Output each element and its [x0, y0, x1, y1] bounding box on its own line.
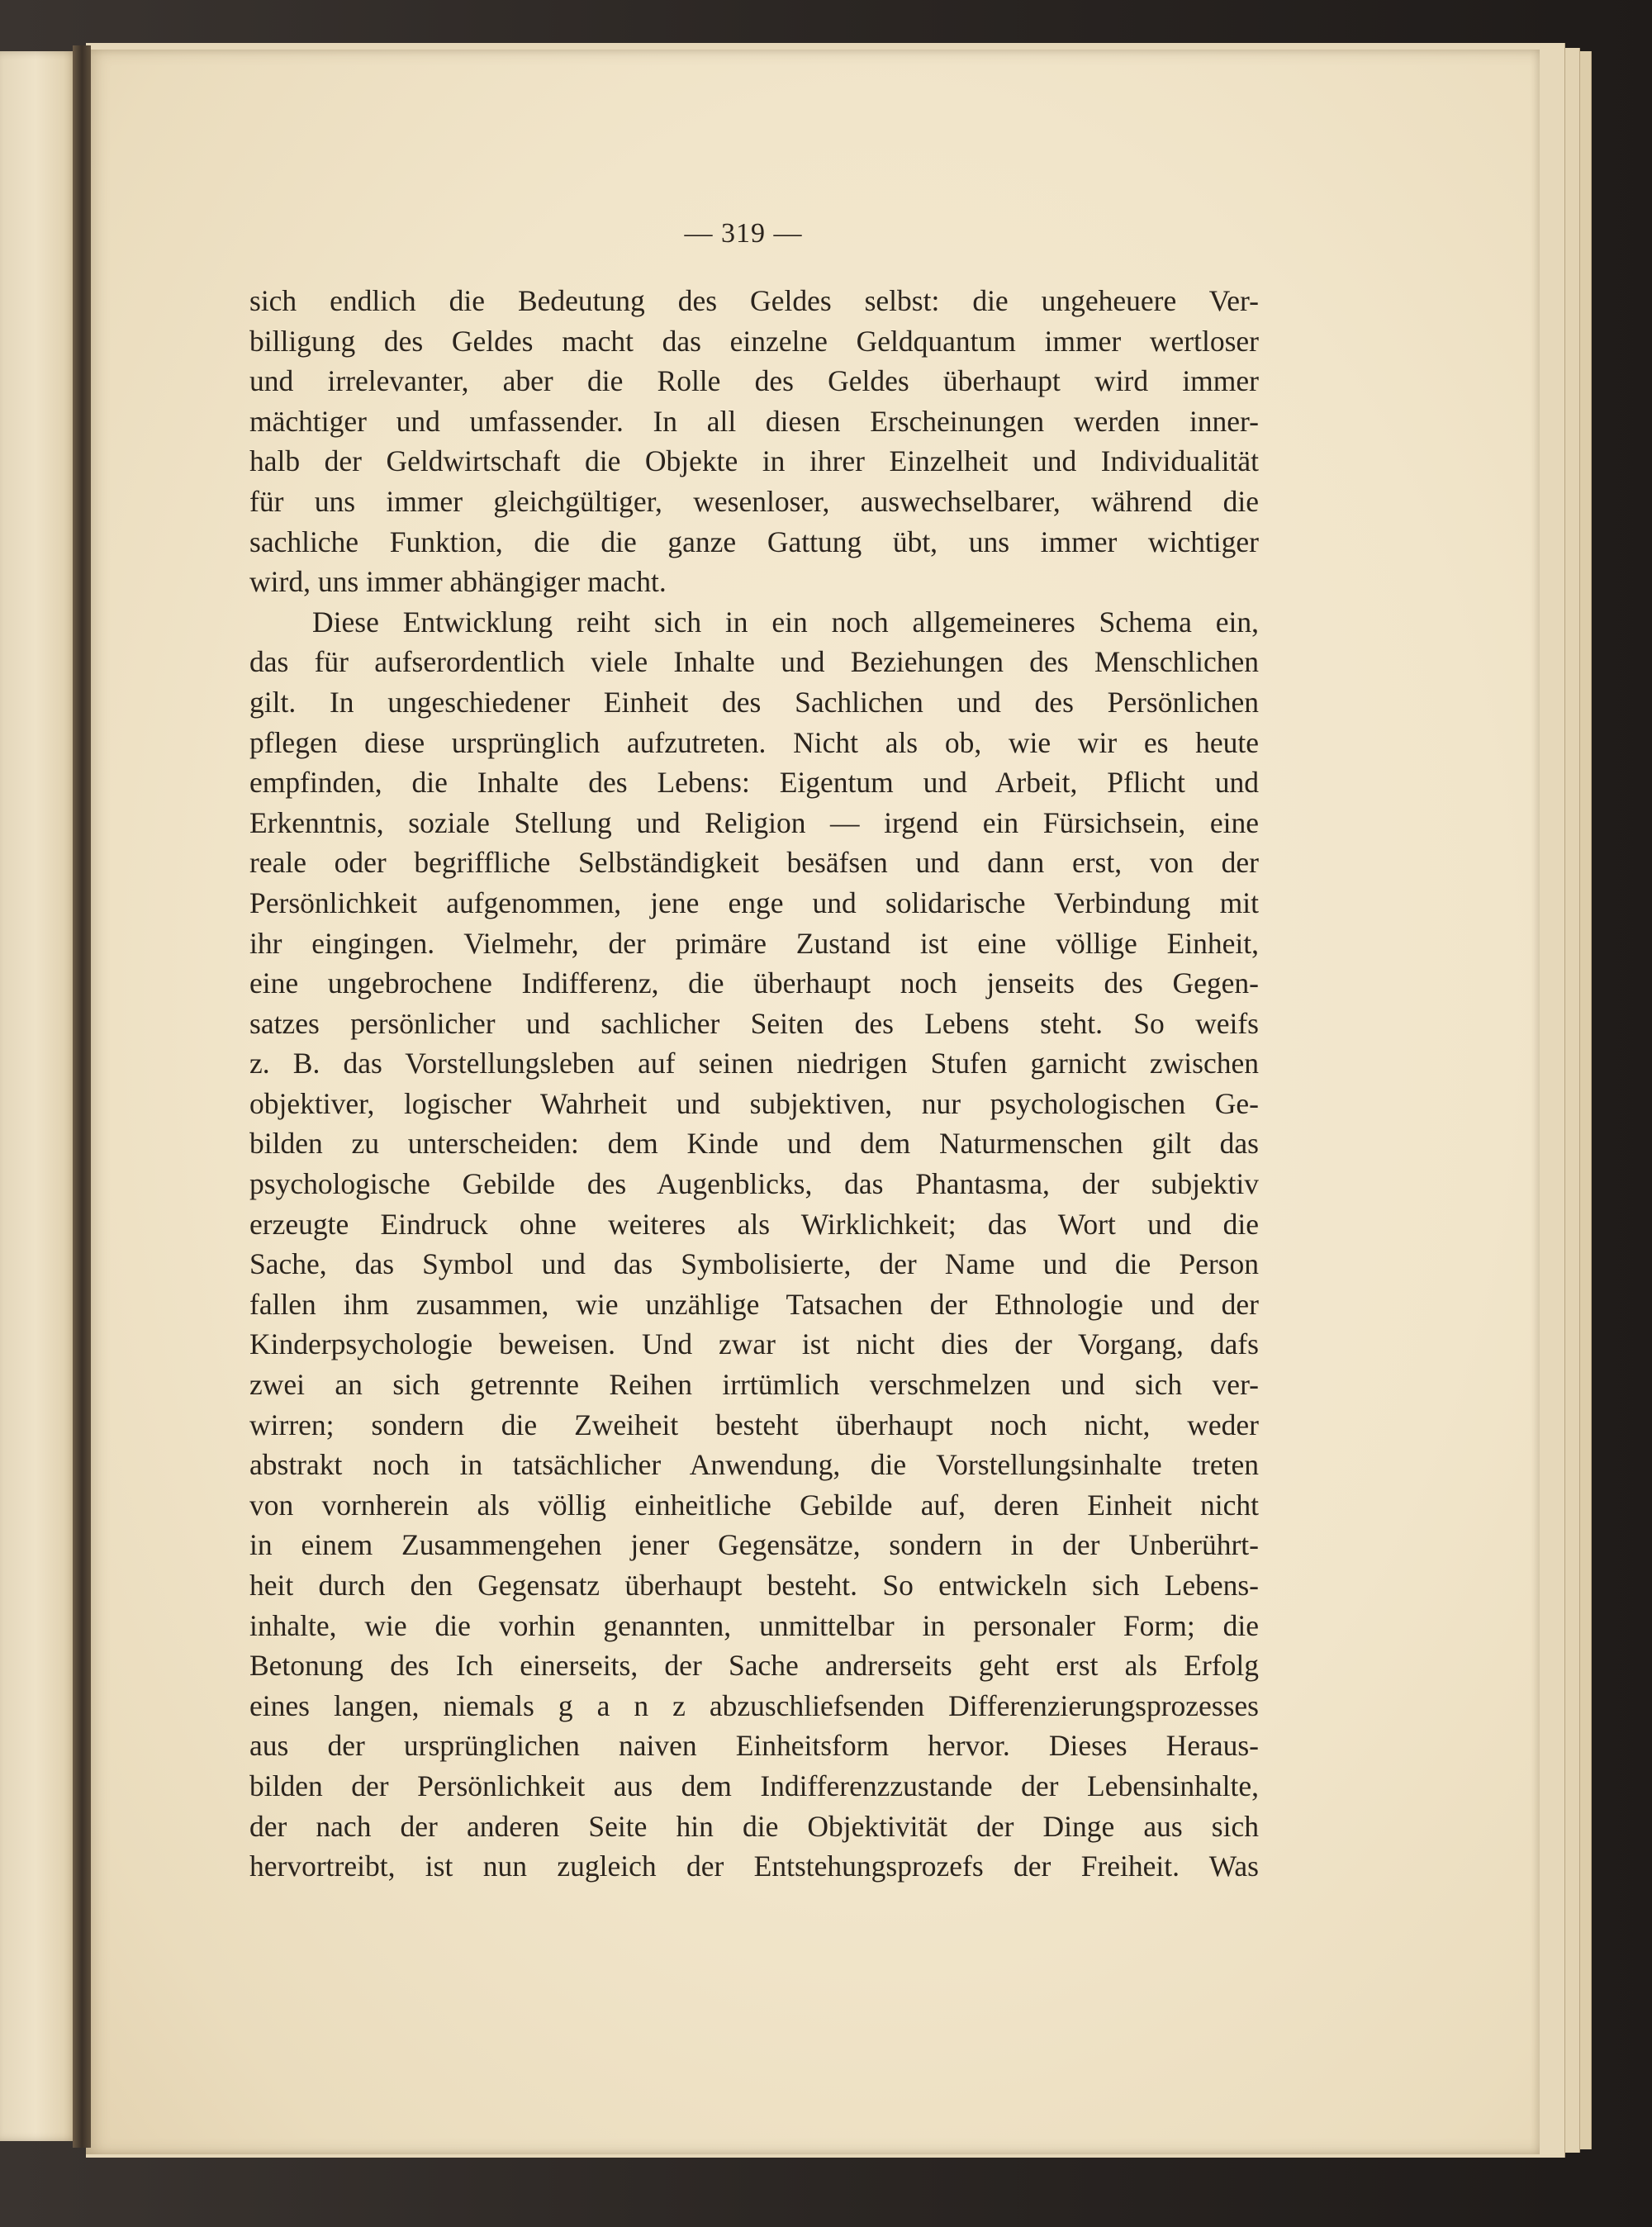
text-line: mächtiger und umfassender. In all diesen Erscheinungen werden inner-	[249, 404, 1259, 438]
book-gutter	[73, 45, 91, 2148]
text-line: halb der Geldwirtschaft die Objekte in ihrer Einzelheit und Individualität	[249, 444, 1259, 478]
text-line: gilt. In ungeschiedener Einheit des Sachlichen und des Persönlichen	[249, 685, 1259, 719]
text-line: Diese Entwicklung reiht sich in ein noch allgemeineres Schema ein,	[312, 605, 1259, 639]
text-line: wirren; sondern die Zweiheit besteht überhaupt noch nicht, weder	[249, 1408, 1259, 1441]
text-line: sachliche Funktion, die die ganze Gattung übt, uns immer wichtiger	[249, 525, 1259, 558]
text-line: Persönlichkeit aufgenommen, jene enge und solidarische Verbindung mit	[249, 886, 1259, 919]
text-line: inhalte, wie die vorhin genannten, unmittelbar in personaler Form; die	[249, 1608, 1259, 1642]
text-line: billigung des Geldes macht das einzelne Geldquantum immer wertloser	[249, 324, 1259, 358]
text-line: eines langen, niemals g a n z abzuschliefsenden Differenzierungsprozesses	[249, 1688, 1259, 1722]
text-line: von vornherein als völlig einheitliche Gebilde auf, deren Einheit nicht	[249, 1488, 1259, 1522]
text-line: in einem Zusammengehen jener Gegensätze, sondern in der Unberührt-	[249, 1528, 1259, 1562]
text-line: bilden der Persönlichkeit aus dem Indifferenzzustande der Lebensinhalte,	[249, 1769, 1259, 1802]
text-line: Sache, das Symbol und das Symbolisierte, der Name und die Person	[249, 1247, 1259, 1281]
text-line: reale oder begriffliche Selbständigkeit besäfsen und dann erst, von der	[249, 846, 1259, 880]
text-line: hervortreibt, ist nun zugleich der Entstehungsprozefs der Freiheit. Was	[249, 1850, 1259, 1883]
text-line: satzes persönlicher und sachlicher Seiten des Lebens steht. So weifs	[249, 1006, 1259, 1040]
text-line: wird, uns immer abhängiger macht.	[249, 565, 667, 599]
text-line: Kinderpsychologie beweisen. Und zwar ist nicht dies der Vorgang, dafs	[249, 1327, 1259, 1361]
text-line: zwei an sich getrennte Reihen irrtümlich verschmelzen und sich ver-	[249, 1368, 1259, 1402]
text-line: für uns immer gleichgültiger, wesenloser, auswechselbarer, während die	[249, 484, 1259, 518]
text-line: empfinden, die Inhalte des Lebens: Eigentum und Arbeit, Pflicht und	[249, 766, 1259, 800]
text-line: der nach der anderen Seite hin die Objektivität der Dinge aus sich	[249, 1809, 1259, 1843]
text-line: Betonung des Ich einerseits, der Sache andrerseits geht erst als Erfolg	[249, 1649, 1259, 1683]
text-line: das für aufserordentlich viele Inhalte und Beziehungen des Menschlichen	[249, 645, 1259, 679]
body-text	[249, 281, 1259, 1887]
text-line: eine ungebrochene Indifferenz, die überhaupt noch jenseits des Gegen-	[249, 966, 1259, 1000]
text-line: fallen ihm zusammen, wie unzählige Tatsachen der Ethnologie und der	[249, 1287, 1259, 1321]
text-line: psychologische Gebilde des Augenblicks, das Phantasma, der subjektiv	[249, 1167, 1259, 1201]
text-line: aus der ursprünglichen naiven Einheitsform hervor. Dieses Heraus-	[249, 1729, 1259, 1763]
page-number: — 319 —	[684, 218, 803, 249]
text-line: pflegen diese ursprünglich aufzutreten. Nicht als ob, wie wir es heute	[249, 725, 1259, 759]
text-line: heit durch den Gegensatz überhaupt besteht. So entwickeln sich Lebens-	[249, 1569, 1259, 1602]
left-page-edge	[0, 51, 79, 2141]
text-line: erzeugte Eindruck ohne weiteres als Wirklichkeit; das Wort und die	[249, 1207, 1259, 1241]
text-line: bilden zu unterscheiden: dem Kinde und dem Naturmenschen gilt das	[249, 1127, 1259, 1161]
text-line: abstrakt noch in tatsächlicher Anwendung, die Vorstellungsinhalte treten	[249, 1448, 1259, 1482]
text-line: sich endlich die Bedeutung des Geldes selbst: die ungeheuere Ver-	[249, 284, 1259, 317]
text-line: ihr eingingen. Vielmehr, der primäre Zustand ist eine völlige Einheit,	[249, 926, 1259, 960]
text-line: objektiver, logischer Wahrheit und subjektiven, nur psychologischen Ge-	[249, 1086, 1259, 1120]
text-line: und irrelevanter, aber die Rolle des Geldes überhaupt wird immer	[249, 364, 1259, 398]
text-line: Erkenntnis, soziale Stellung und Religion — irgend ein Fürsichsein, eine	[249, 805, 1259, 839]
text-line: z. B. das Vorstellungsleben auf seinen niedrigen Stufen garnicht zwischen	[249, 1047, 1259, 1080]
